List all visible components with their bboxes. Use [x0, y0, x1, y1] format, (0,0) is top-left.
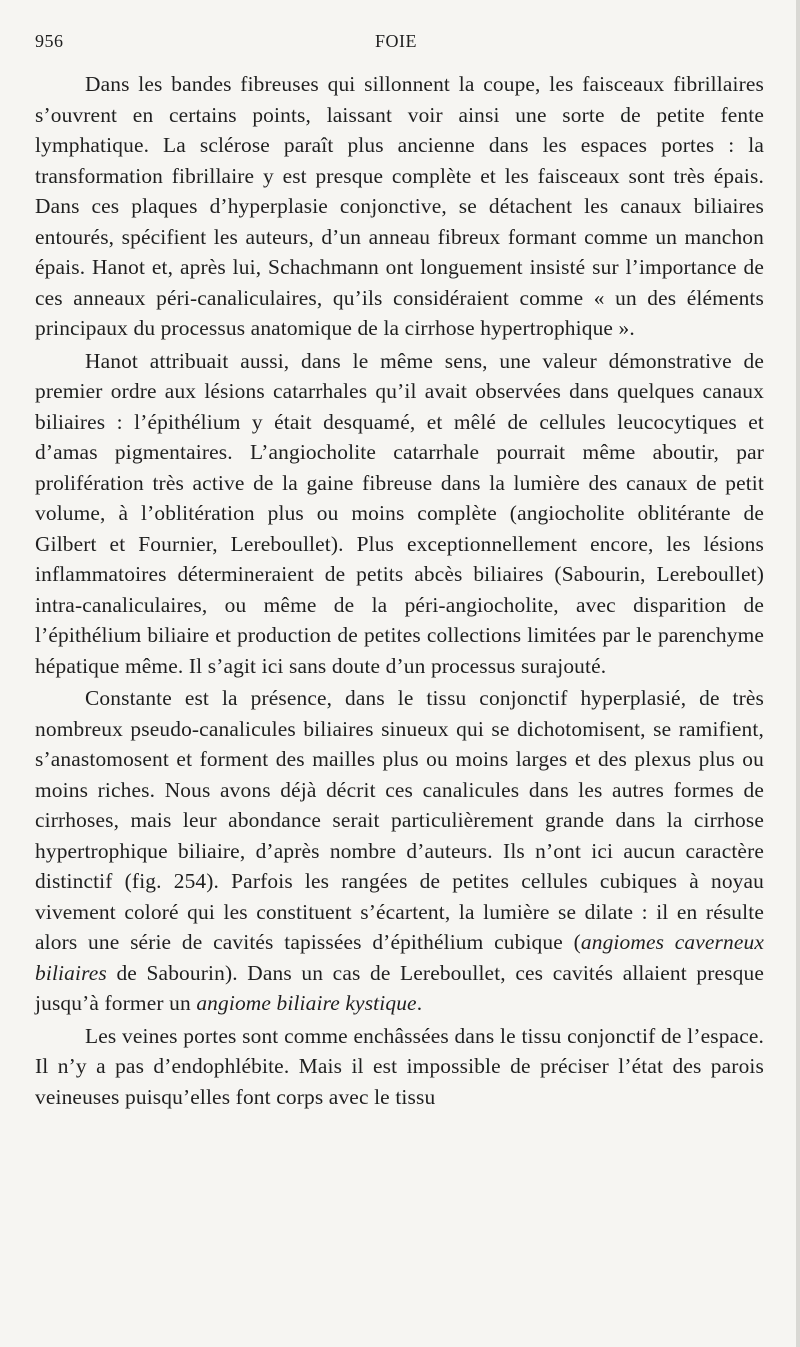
paragraph-text: Les veines portes sont comme enchâssées dans le tissu conjonctif de l’espace. Il n’y a pas d’endophlébite. Mais il est impossible de préciser l’état des parois veineuses puisqu’elles font corps avec le tissu	[35, 1023, 764, 1109]
body-text	[35, 69, 764, 1112]
paragraph	[35, 69, 764, 344]
paragraph-text: Dans les bandes fibreuses qui sillonnent la coupe, les faisceaux fibrillaires s’ouvrent en certains points, laissant voir ainsi une sorte de petite fente lymphatique. La sclérose paraît plus ancienne dans les espaces portes : la transformation fibrillaire y est presque complète et les faisceaux sont très épais. Dans ces plaques d’hyperplasie conjonctive, se détachent les canaux biliaires entourés, spécifient les auteurs, d’un anneau fibreux formant comme un manchon épais. Hanot et, après lui, Schachmann ont longuement insisté sur l’importance de ces anneaux péri-canaliculaires, qu’ils considéraient comme « un des éléments principaux du processus anatomique de la cirrhose hypertrophique ».	[35, 72, 764, 340]
paragraph	[35, 683, 764, 1019]
italic-term: angiomes caverneux biliaires	[35, 930, 764, 985]
scan-edge	[796, 0, 800, 1347]
section-title: FOIE	[375, 31, 417, 51]
italic-term: angiome biliaire kystique	[196, 991, 417, 1015]
paragraph-text: de Sabourin). Dans un cas de Lereboullet, ces cavités allaient presque jusqu’à former un	[35, 960, 764, 1015]
paragraph-text: Constante est la présence, dans le tissu conjonctif hyperplasié, de très nombreux pseudo-canalicules biliaires sinueux qui se dichotomisent, se ramifient, s’anastomosent et forment des mailles plus ou moins larges et des plexus plus ou moins riches. Nous avons déjà décrit ces canalicules dans les autres formes de cirrhoses, mais leur abondance serait particulièrement grande dans la cirrhose hypertrophique biliaire, d’après nombre d’auteurs. Ils n’ont ici aucun caractère distinctif (fig. 254). Parfois les rangées de petites cellules cubiques à noyau vivement coloré qui les constituent s’écartent, la lumière se dilate : il en résulte alors une série de cavités tapissées d’épithélium cubique (	[35, 686, 764, 954]
paragraph-text: Hanot attribuait aussi, dans le même sens, une valeur démonstrative de premier ordre aux lésions catarrhales qu’il avait observées dans quelques canaux biliaires : l’épithélium y était desquamé, et mêlé de cellules leucocytiques et d’amas pigmentaires. L’angiocholite catarrhale pourrait même aboutir, par prolifération très active de la gaine fibreuse dans la lumière des canaux de petit volume, à l’oblitération plus ou moins complète (angiocholite oblitérante de Gilbert et Fournier, Lereboullet). Plus exceptionnellement encore, les lésions inflammatoires détermineraient de petits abcès biliaires (Sabourin, Lereboullet) intra-canaliculaires, ou même de la péri-angiocholite, avec disparition de l’épithélium biliaire et production de petites collections limitées par le parenchyme hépatique même. Il s’agit ici sans doute d’un processus surajouté.	[35, 348, 764, 678]
page-number: 956	[35, 31, 64, 51]
paragraph	[35, 346, 764, 682]
running-head	[35, 31, 764, 61]
paragraph-text: .	[416, 991, 423, 1015]
paragraph	[35, 1021, 764, 1113]
